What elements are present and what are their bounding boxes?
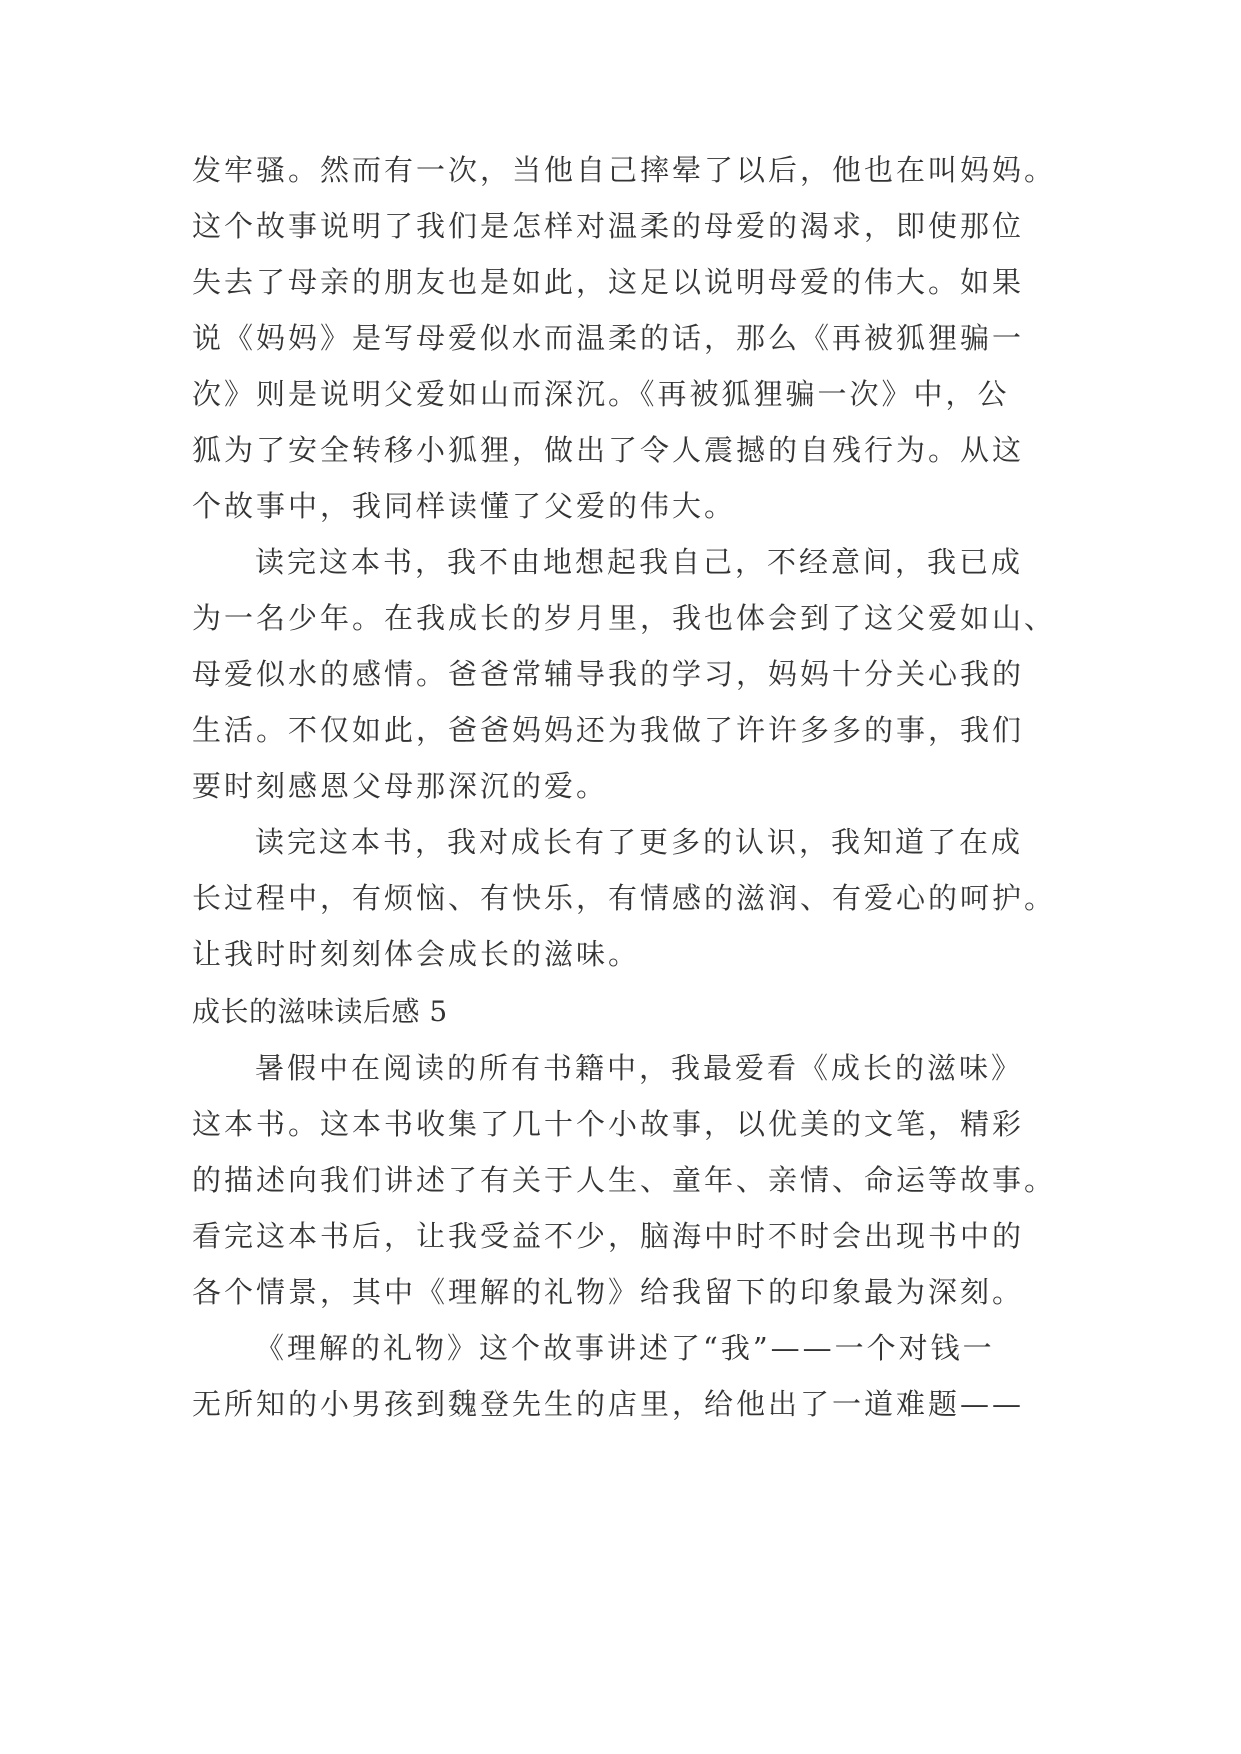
paragraph-2-line-5: 要时刻感恩父母那深沉的爱。 — [192, 769, 609, 803]
paragraph-2-line-4: 生活。不仅如此，爸爸妈妈还为我做了许许多多的事，我们 — [192, 713, 1025, 747]
paragraph-1-line-2: 这个故事说明了我们是怎样对温柔的母爱的渴求，即使那位 — [192, 209, 1025, 243]
paragraph-1-line-4: 说《妈妈》是写母爱似水而温柔的话，那么《再被狐狸骗一 — [192, 321, 1025, 355]
paragraph-4-line-5: 各个情景，其中《理解的礼物》给我留下的印象最为深刻。 — [192, 1275, 1025, 1309]
paragraph-3-line-1: 读完这本书，我对成长有了更多的认识，我知道了在成 — [255, 825, 1024, 859]
paragraph-2-line-1: 读完这本书，我不由地想起我自己，不经意间，我已成 — [255, 545, 1024, 579]
paragraph-1-line-1: 发牢骚。然而有一次，当他自己摔晕了以后，他也在叫妈妈。 — [192, 153, 1057, 187]
paragraph-3-line-3: 让我时时刻刻体会成长的滋味。 — [192, 937, 641, 971]
paragraph-5-line-2: 无所知的小男孩到魏登先生的店里，给他出了一道难题—— — [192, 1387, 1025, 1421]
paragraph-2-line-3: 母爱似水的感情。爸爸常辅导我的学习，妈妈十分关心我的 — [192, 657, 1025, 691]
paragraph-4-line-2: 这本书。这本书收集了几十个小故事，以优美的文笔，精彩 — [192, 1107, 1025, 1141]
paragraph-1-line-3: 失去了母亲的朋友也是如此，这足以说明母爱的伟大。如果 — [192, 265, 1025, 299]
paragraph-1-line-6: 狐为了安全转移小狐狸，做出了令人震撼的自残行为。从这 — [192, 433, 1025, 467]
paragraph-3-line-2: 长过程中，有烦恼、有快乐，有情感的滋润、有爱心的呵护。 — [192, 881, 1057, 915]
section-title: 成长的滋味读后感 5 — [192, 995, 448, 1028]
paragraph-5-line-1: 《理解的礼物》这个故事讲述了“我”——一个对钱一 — [255, 1331, 995, 1365]
paragraph-2-line-2: 为一名少年。在我成长的岁月里，我也体会到了这父爱如山、 — [192, 601, 1057, 635]
paragraph-4-line-1: 暑假中在阅读的所有书籍中，我最爱看《成长的滋味》 — [255, 1051, 1024, 1085]
paragraph-1-line-5: 次》则是说明父爱如山而深沉。《再被狐狸骗一次》中，公 — [192, 377, 1010, 411]
paragraph-1-line-7: 个故事中，我同样读懂了父爱的伟大。 — [192, 489, 737, 523]
paragraph-4-line-3: 的描述向我们讲述了有关于人生、童年、亲情、命运等故事。 — [192, 1163, 1057, 1197]
paragraph-4-line-4: 看完这本书后，让我受益不少，脑海中时不时会出现书中的 — [192, 1219, 1025, 1253]
